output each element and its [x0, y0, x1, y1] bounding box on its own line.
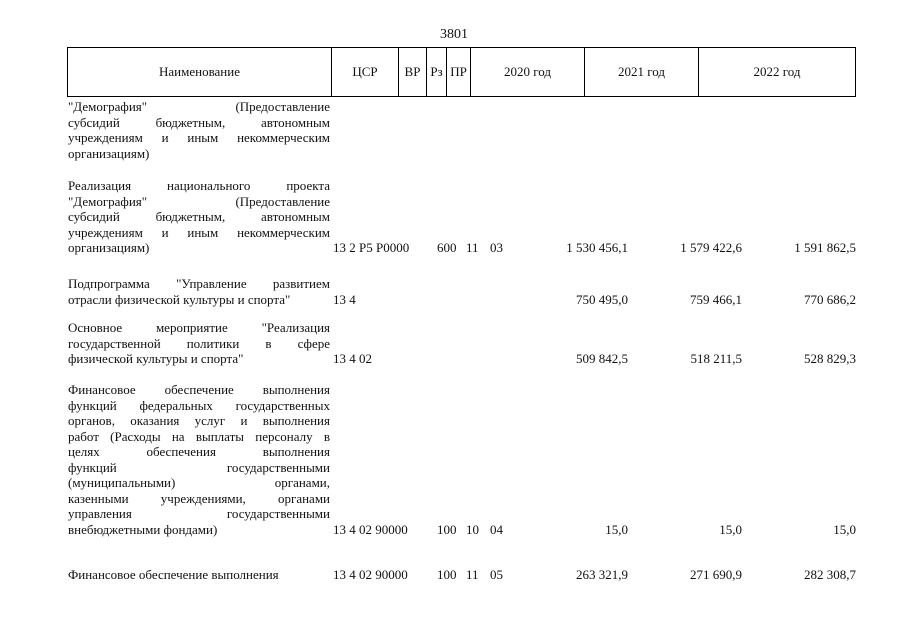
header-2020: 2020 год: [471, 48, 585, 96]
description-line: Финансовое обеспечение выполнения: [68, 567, 279, 582]
header-csr: ЦСР: [332, 48, 399, 96]
header-2022: 2022 год: [753, 64, 801, 79]
description-line: государственной политики в сфере: [68, 335, 330, 351]
cell-2021: 759 466,1: [690, 291, 742, 307]
cell-pr: 03: [490, 240, 503, 255]
description-line: функций федеральных государственных: [68, 397, 330, 413]
cell-2022: 282 308,7: [804, 567, 856, 582]
description-line: "Демография" (Предоставление: [68, 193, 330, 209]
description-line: работ (Расходы на выплаты персоналу в: [68, 428, 330, 444]
row-description: [68, 567, 330, 583]
cell-rz: 11: [466, 240, 479, 255]
row-description: [68, 178, 330, 256]
header-name: Наименование: [68, 48, 332, 96]
description-line: "Демография" (Предоставление: [68, 99, 330, 114]
cell-2022: 15,0: [833, 521, 856, 537]
description-line: организациям): [68, 240, 150, 255]
cell-csr: 13 4 02 90000: [333, 567, 408, 582]
description-line: Финансовое обеспечение выполнения: [68, 382, 330, 397]
description-line: физической культуры и спорта": [68, 351, 244, 366]
cell-csr: 13 4 02 90000: [333, 521, 408, 537]
cell-vr: 100: [437, 567, 457, 582]
row-description: [68, 99, 330, 161]
table-header: [67, 47, 856, 97]
cell-2020: 263 321,9: [576, 567, 628, 582]
row-description: [68, 382, 330, 537]
cell-pr: 05: [490, 567, 503, 582]
cell-csr: 13 4 02: [333, 351, 372, 366]
header-rz: Рз: [427, 48, 447, 96]
description-line: органов, оказания услуг и выполнения: [68, 413, 330, 428]
description-line: (муниципальными) органами,: [68, 475, 330, 490]
description-line: субсидий бюджетным, автономным: [68, 209, 330, 224]
cell-2020: 750 495,0: [576, 291, 628, 307]
description-line: отрасли физической культуры и спорта": [68, 291, 291, 307]
cell-2021: 518 211,5: [690, 351, 742, 366]
cell-vr: 600: [437, 240, 457, 255]
description-line: управления государственными: [68, 506, 330, 521]
cell-rz: 10: [466, 521, 479, 537]
header-vr: ВР: [399, 48, 427, 96]
row-description: [68, 320, 330, 367]
description-line: учреждениям и иным некоммерческим: [68, 224, 330, 240]
header-2021: 2021 год: [585, 48, 699, 96]
cell-2021: 1 579 422,6: [680, 240, 742, 255]
description-line: Подпрограмма "Управление развитием: [68, 276, 330, 291]
header-pr: ПР: [447, 48, 471, 96]
description-line: целях обеспечения выполнения: [68, 444, 330, 459]
cell-rz: 11: [466, 567, 479, 582]
cell-2020: 509 842,5: [576, 351, 628, 366]
description-line: внебюджетными фондами): [68, 521, 218, 537]
description-line: организациям): [68, 145, 150, 161]
cell-csr: 13 2 P5 P0000: [333, 240, 410, 255]
row-description: [68, 276, 330, 307]
cell-2022: 528 829,3: [804, 351, 856, 366]
description-line: Основное мероприятие "Реализация: [68, 320, 330, 335]
description-line: субсидий бюджетным, автономным: [68, 114, 330, 130]
cell-2022: 1 591 862,5: [794, 240, 856, 255]
cell-csr: 13 4: [333, 291, 356, 307]
cell-2022: 770 686,2: [804, 291, 856, 307]
description-line: учреждениям и иным некоммерческим: [68, 130, 330, 145]
cell-vr: 100: [437, 521, 457, 537]
description-line: казенными учреждениями, органами: [68, 490, 330, 506]
cell-2020: 15,0: [605, 521, 628, 537]
page-number: 3801: [440, 27, 468, 42]
cell-2020: 1 530 456,1: [566, 240, 628, 255]
cell-2021: 271 690,9: [690, 567, 742, 582]
cell-pr: 04: [490, 521, 503, 537]
cell-2021: 15,0: [719, 521, 742, 537]
description-line: Реализация национального проекта: [68, 178, 330, 193]
description-line: функций государственными: [68, 459, 330, 475]
